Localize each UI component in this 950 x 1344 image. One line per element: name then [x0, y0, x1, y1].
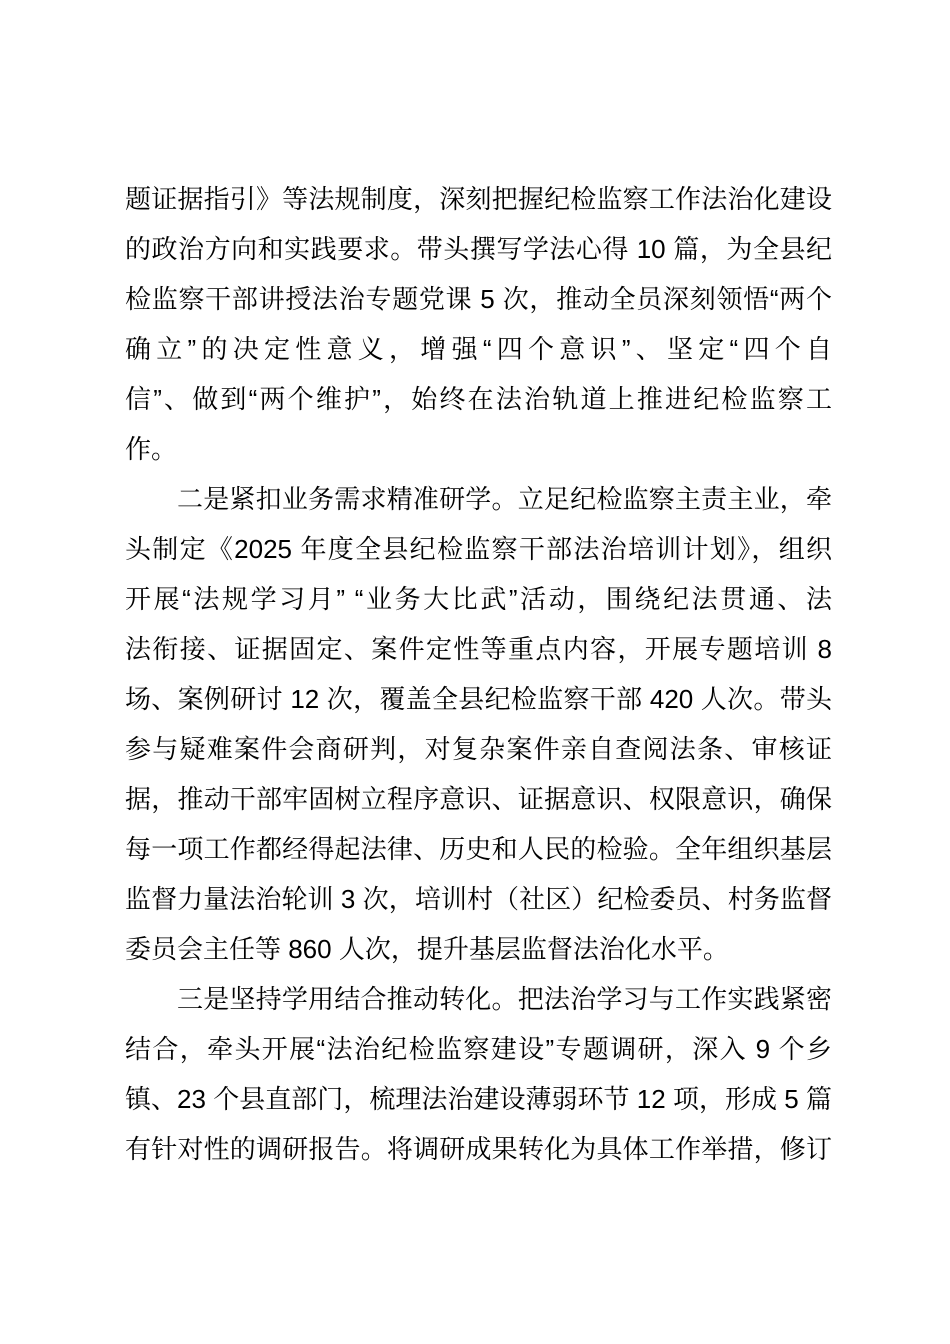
text-line: 三是坚持学用结合推动转化。把法治学习与工作实践紧密 — [177, 984, 832, 1014]
text-line: 据，推动干部牢固树立程序意识、证据意识、权限意识，确保 — [125, 784, 832, 814]
text-line: 镇、23 个县直部门，梳理法治建设薄弱环节 12 项，形成 5 篇 — [125, 1084, 832, 1114]
text-line: 结合，牵头开展“法治纪检监察建设”专题调研，深入 9 个乡 — [125, 1034, 832, 1064]
paragraph-2 — [125, 474, 832, 974]
text-line: 信”、做到“两个维护”，始终在法治轨道上推进纪检监察工 — [125, 384, 832, 414]
text-line: 的政治方向和实践要求。带头撰写学法心得 10 篇，为全县纪 — [125, 234, 832, 264]
text-line: 题证据指引》等法规制度，深刻把握纪检监察工作法治化建设 — [125, 184, 832, 214]
paragraph-3 — [125, 974, 832, 1174]
text-line: 头制定《2025 年度全县纪检监察干部法治培训计划》，组织 — [125, 534, 832, 564]
text-line: 确立”的决定性意义，增强“四个意识”、坚定“四个自 — [125, 334, 832, 364]
text-line: 场、案例研讨 12 次，覆盖全县纪检监察干部 420 人次。带头 — [125, 684, 832, 714]
text-line: 委员会主任等 860 人次，提升基层监督法治化水平。 — [125, 934, 729, 964]
text-line: 参与疑难案件会商研判，对复杂案件亲自查阅法条、审核证 — [125, 734, 832, 764]
text-line: 法衔接、证据固定、案件定性等重点内容，开展专题培训 8 — [125, 634, 832, 664]
text-line: 开展“法规学习月” “业务大比武”活动，围绕纪法贯通、法 — [125, 584, 832, 614]
paragraph-1 — [125, 174, 832, 474]
text-line: 监督力量法治轮训 3 次，培训村（社区）纪检委员、村务监督 — [125, 884, 832, 914]
text-line: 检监察干部讲授法治专题党课 5 次，推动全员深刻领悟“两个 — [125, 284, 832, 314]
text-line: 二是紧扣业务需求精准研学。立足纪检监察主责主业，牵 — [177, 484, 832, 514]
text-line: 有针对性的调研报告。将调研成果转化为具体工作举措，修订 — [125, 1134, 832, 1164]
text-line: 作。 — [125, 434, 178, 464]
document-text-block — [125, 174, 832, 1174]
text-line: 每一项工作都经得起法律、历史和人民的检验。全年组织基层 — [125, 834, 832, 864]
